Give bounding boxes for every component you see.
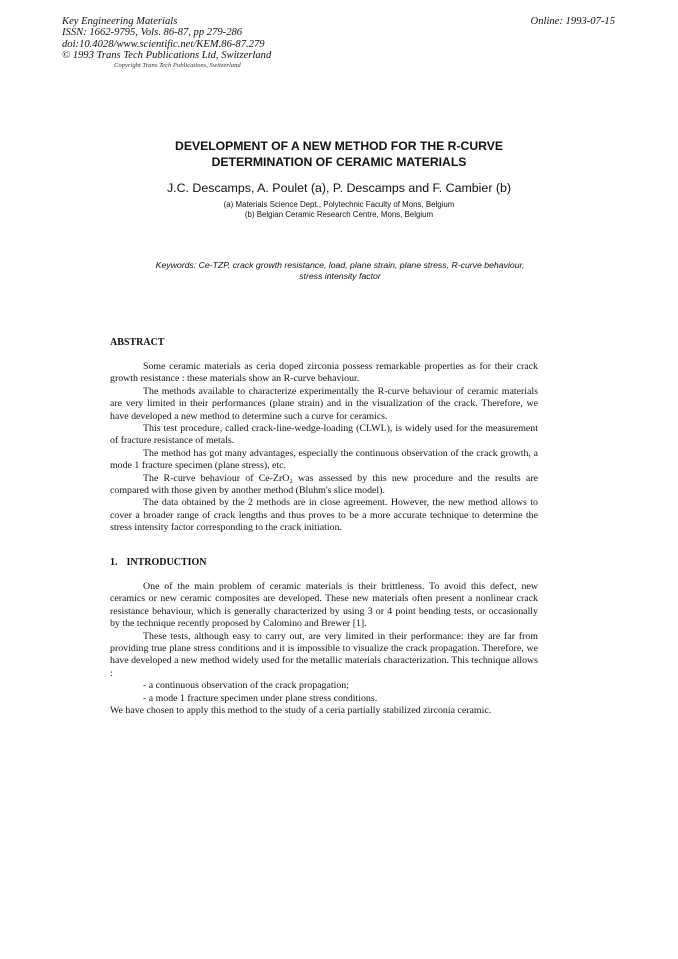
doi-line: doi:10.4028/www.scientific.net/KEM.86-87.279 [62,38,265,50]
affiliation-b: (b) Belgian Ceramic Research Centre, Mons, Belgium [244,210,434,220]
author-list: J.C. Descamps, A. Poulet (a), P. Descamps and F. Cambier (b) [166,181,512,195]
abstract-heading: ABSTRACT [110,337,165,348]
section-title: INTRODUCTION [126,557,207,568]
title-line-2: DETERMINATION OF CERAMIC MATERIALS [211,154,467,169]
affiliations [0,200,678,221]
intro-list-item: - a continuous observation of the crack propagation; [143,680,349,692]
journal-header [62,16,271,70]
abstract-body [110,361,538,535]
issn-line: ISSN: 1662-9795, Vols. 86-87, pp 279-286 [62,27,243,39]
intro-paragraph: These tests, although easy to carry out, are very limited in their performance: they are far from providing true plane stress conditions and it is impossible to visualize the crack propagation. Therefore, we have developed a new method widely used for the metallic materials characterization. This technique allows : [110,630,538,679]
keywords-line-1: Keywords: Ce-TZP, crack growth resistance, load, plane strain, plane stress, R-curve behaviour, [155,260,525,270]
title-line-1: DEVELOPMENT OF A NEW METHOD FOR THE R-CURVE [175,139,503,153]
abstract-paragraph: The data obtained by the 2 methods are in close agreement. However, the new method allows to cover a broader range of crack lengths and thus proves to be a more accurate technique to determine the stress intensity factor corresponding to the crack initiation. [110,497,538,534]
online-date: Online: 1993-07-15 [530,16,615,27]
abstract-paragraph: The R-curve behaviour of Ce-ZrO₂ was assessed by this new procedure and the results are compared with those given by another method (Bluhm's slice model). [110,472,538,497]
abstract-paragraph: The methods available to characterize experimentally the R-curve behaviour of ceramic materials are very limited in their performances (plane strain) and in the visualization of the crack. Therefore, we have developed a new method to determine such a curve for ceramics. [110,385,538,422]
introduction-body [110,581,538,717]
journal-name: Key Engineering Materials [62,16,178,27]
copyright-line: © 1993 Trans Tech Publications Ltd, Switzerland [62,49,272,61]
keywords-line-2: stress intensity factor [299,270,381,281]
abstract-paragraph: This test procedure, called crack-line-wedge-loading (CLWL), is widely used for the measurement of fracture resistance of metals. [110,423,538,447]
intro-list-item: - a mode 1 fracture specimen under plane stress conditions. [143,692,378,704]
intro-paragraph: We have chosen to apply this method to the study of a ceria partially stabilized zirconia ceramic. [110,705,492,717]
copyright-stamp: Copyright Trans Tech Publications, Switzerland [114,62,241,70]
abstract-paragraph: Some ceramic materials as ceria doped zirconia possess remarkable properties as for their crack growth resistance : these materials show an R-curve behaviour. [110,361,538,385]
section-number: 1. [110,557,118,568]
introduction-heading [110,557,207,568]
paper-title [0,139,678,170]
abstract-paragraph: The method has got many advantages, especially the continuous observation of the crack growth, a mode 1 fracture specimen (plane stress), etc. [110,447,538,472]
keywords [110,260,570,281]
affiliation-a: (a) Materials Science Dept., Polytechnic Faculty of Mons, Belgium [223,200,455,209]
intro-paragraph: One of the main problem of ceramic materials is their brittleness. To avoid this defect, new ceramics or new ceramic composites are developed. These new materials often present a nonlinear crack resistance behaviour, which is generally characterized by using 3 or 4 point bending tests, or occasionally by the technique recently proposed by Calomino and Brewer [1]. [110,581,538,630]
